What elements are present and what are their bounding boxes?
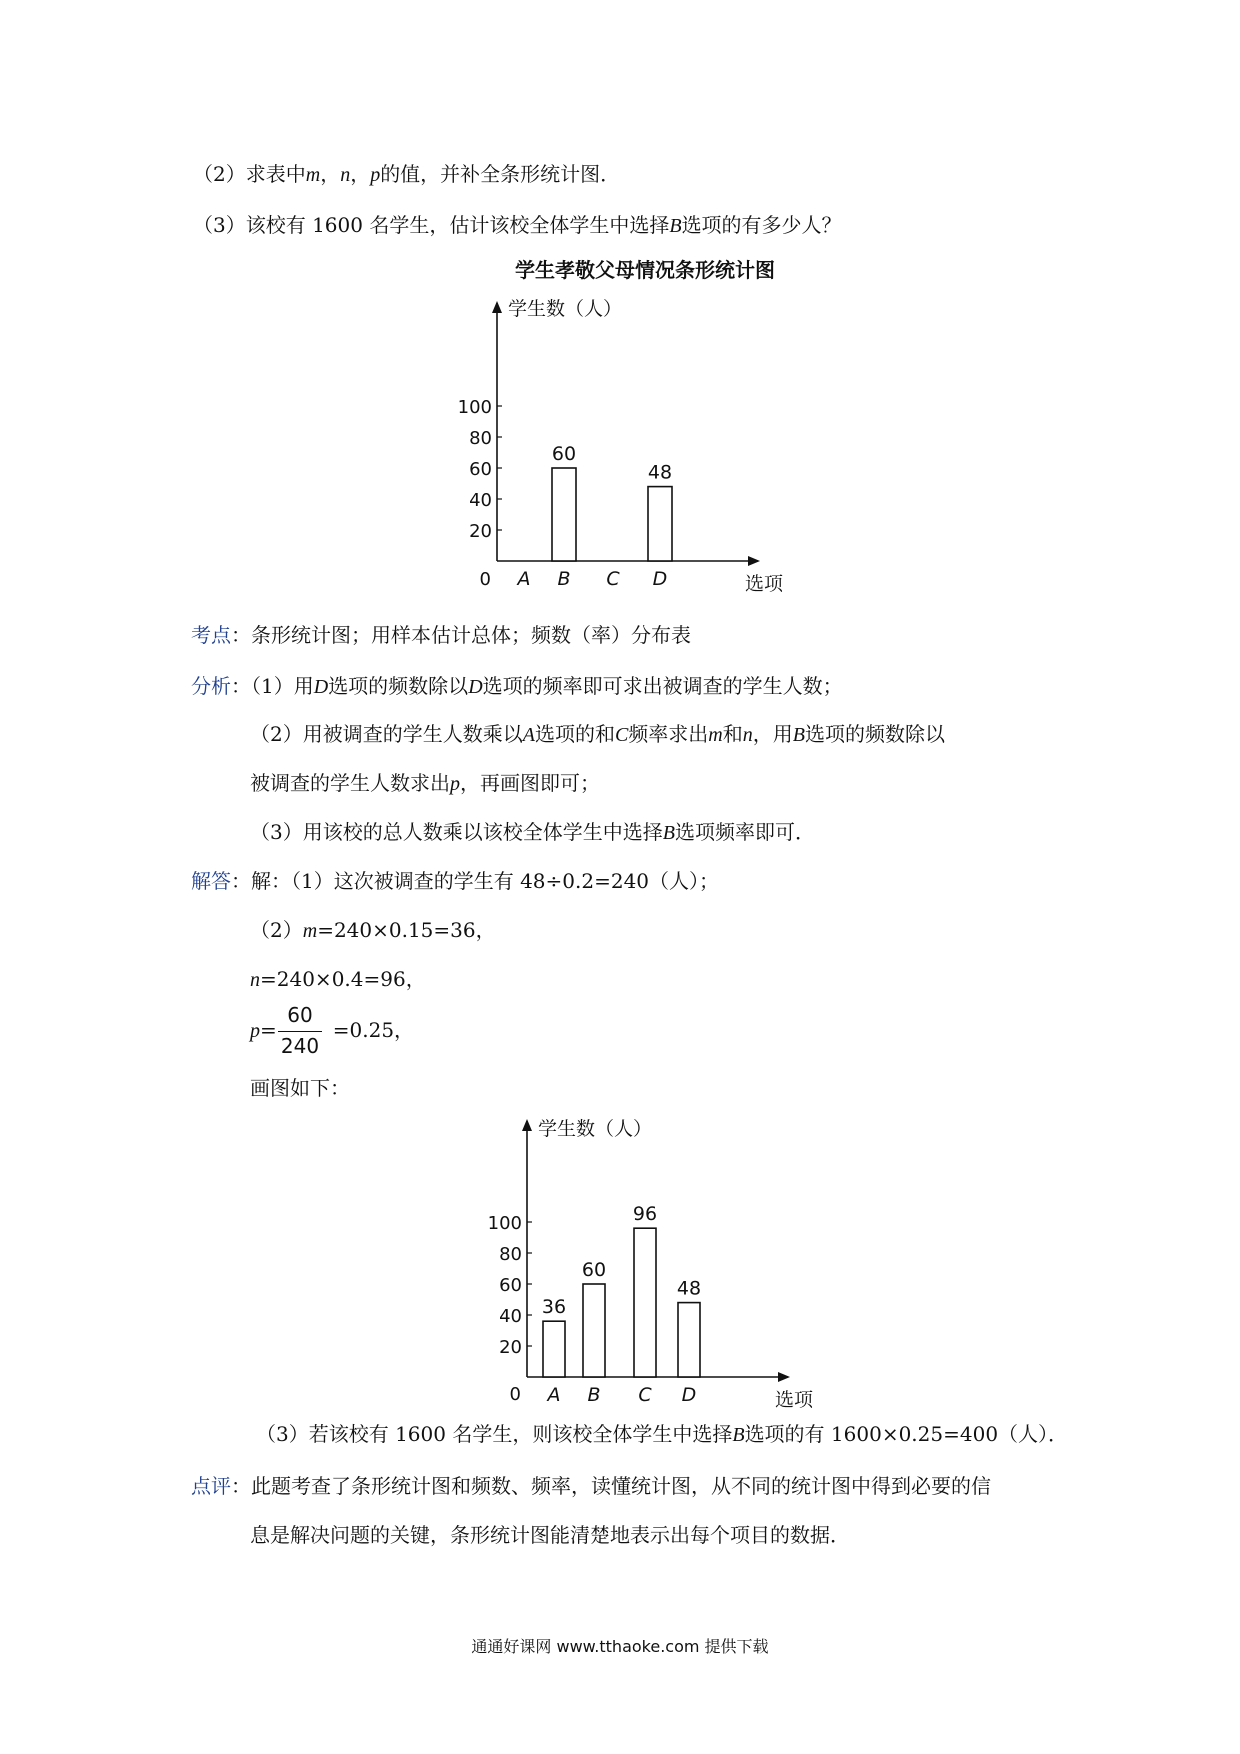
y-tick-label: 20 [469, 521, 492, 542]
y-tick-label: 40 [469, 490, 492, 511]
origin-label: 0 [479, 569, 491, 590]
jieda-line-5: 画图如下： [250, 1076, 350, 1100]
bar [648, 487, 672, 561]
bar [634, 1228, 656, 1377]
y-tick-label: 40 [499, 1306, 522, 1327]
y-axis-label: 学生数（人） [508, 298, 623, 320]
kaodian-line: 考点：条形统计图；用样本估计总体；频数（率）分布表 [191, 623, 691, 647]
jieda-label: 解答 [191, 869, 231, 893]
y-axis-arrow [492, 301, 502, 313]
y-tick-label: 80 [499, 1244, 522, 1265]
x-axis-arrow [778, 1372, 790, 1382]
jieda-line-2: （2）m=240×0.15=36， [250, 918, 496, 942]
jieda-line-6: （3）若该校有 1600 名学生，则该校全体学生中选择B选项的有 1600×0.25=400（人）． [256, 1422, 1069, 1446]
origin-label: 0 [509, 1384, 521, 1405]
dianping-line-1: 点评：此题考查了条形统计图和频数、频率，读懂统计图，从不同的统计图中得到必要的信 [191, 1474, 991, 1498]
x-axis-arrow [748, 556, 760, 566]
x-tick-label: D [652, 568, 668, 590]
y-tick-label: 20 [499, 1337, 522, 1358]
fenxi-line-4: （3）用该校的总人数乘以该校全体学生中选择B选项频率即可． [250, 820, 815, 844]
y-axis-arrow [522, 1119, 532, 1131]
jieda-line-3: n=240×0.4=96， [250, 967, 426, 991]
x-axis-label: 选项 [775, 1389, 814, 1411]
x-tick-label: C [638, 1384, 652, 1406]
bar-chart-complete [470, 1115, 830, 1415]
x-tick-label: C [606, 568, 620, 590]
x-axis-label: 选项 [745, 573, 784, 595]
jieda-line-4: p= =0.25， [250, 1018, 415, 1042]
bar-data-label: 60 [581, 1259, 607, 1281]
kaodian-label: 考点 [191, 623, 231, 647]
dianping-label: 点评 [191, 1474, 231, 1498]
question-2-line: （2）求表中m，n，p的值，并补全条形统计图． [193, 162, 621, 186]
bar [552, 468, 576, 561]
bar [583, 1284, 605, 1377]
fenxi-label: 分析 [191, 674, 231, 698]
fenxi-line-2: （2）用被调查的学生人数乘以A选项的和C频率求出m和n，用B选项的频数除以 [250, 722, 945, 746]
bar-data-label: 60 [551, 443, 577, 465]
x-tick-label: B [557, 568, 571, 590]
fenxi-line-1: 分析：（1）用D选项的频数除以D选项的频率即可求出被调查的学生人数； [191, 674, 843, 698]
x-tick-label: A [547, 1384, 561, 1406]
y-axis-label: 学生数（人） [538, 1118, 653, 1140]
footer: 通通好课网 www.tthaoke.com 提供下载 [471, 1637, 769, 1656]
y-tick-label: 60 [469, 459, 492, 480]
bar [543, 1321, 565, 1377]
bar-chart-incomplete [440, 255, 800, 600]
chart-title: 学生孝敬父母情况条形统计图 [515, 258, 775, 282]
bar [678, 1303, 700, 1377]
dianping-line-2: 息是解决问题的关键，条形统计图能清楚地表示出每个项目的数据． [250, 1523, 850, 1547]
x-tick-label: D [681, 1384, 697, 1406]
y-tick-label: 60 [499, 1275, 522, 1296]
bar-data-label: 96 [632, 1203, 658, 1226]
y-tick-label: 100 [457, 397, 492, 418]
jieda-line-1: 解答：解：（1）这次被调查的学生有 48÷0.2=240（人）； [191, 869, 720, 893]
question-3-line: （3）该校有 1600 名学生，估计该校全体学生中选择B选项的有多少人？ [193, 213, 842, 237]
x-tick-label: B [587, 1384, 601, 1406]
fraction-60-over-240: 60 240 [278, 1003, 322, 1063]
y-tick-label: 100 [487, 1213, 522, 1234]
bar-data-label: 36 [541, 1296, 567, 1319]
bar-data-label: 48 [647, 461, 673, 484]
x-tick-label: A [517, 568, 531, 590]
fenxi-line-3: 被调查的学生人数求出p，再画图即可； [250, 771, 600, 795]
bar-data-label: 48 [676, 1277, 702, 1300]
y-tick-label: 80 [469, 428, 492, 449]
